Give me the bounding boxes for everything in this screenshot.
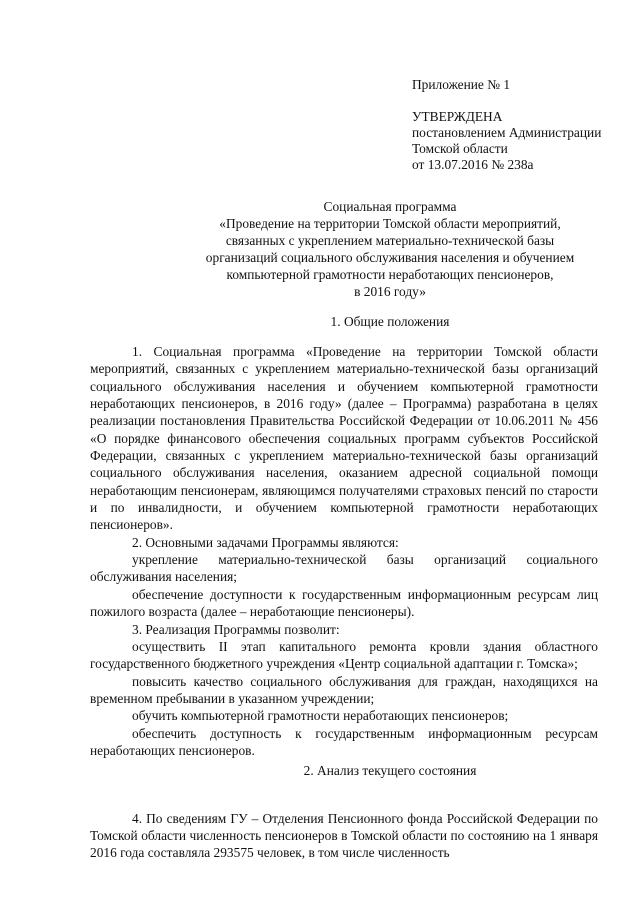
title-line-4: организаций социального обслуживания населения и обучением [205,250,575,265]
approval-line-2: Томской области [412,141,508,156]
section-2-body [90,810,598,861]
section-1-heading: 1. Общие положения [330,314,450,329]
appendix-label: Приложение № 1 [412,77,511,92]
paragraph: обучить компьютерной грамотности неработающих пенсионеров; [132,708,509,724]
title-line-3: связанных с укреплением материально-технической базы [225,233,555,248]
title-line-2: «Проведение на территории Томской области мероприятий, [219,216,561,231]
approved-label: УТВЕРЖДЕНА [412,109,503,124]
title-line-1: Социальная программа [323,199,457,214]
paragraph: 4. По сведениям ГУ – Отделения Пенсионного фонда Российской Федерации по Томской области численность пенсионеров в Томской области по состоянию на 1 января 2016 года составляла 293575 человек, в том числе численность [90,811,598,860]
paragraph: обеспечить доступность к государственным информационным ресурсам неработающих пенсионеров. [90,725,598,758]
approval-line-1: постановлением Администрации [412,125,602,140]
section-1-body [90,343,598,759]
program-title [40,198,640,300]
approval-date: от 13.07.2016 № 238а [412,157,534,172]
paragraph: 2. Основными задачами Программы являются: [132,534,399,550]
title-line-6: в 2016 году» [354,284,426,299]
paragraph: повысить качество социального обслуживания для граждан, находящихся на временном пребывании в указанном учреждении; [90,673,598,706]
section-2-heading: 2. Анализ текущего состояния [303,763,477,778]
approval-block [412,77,601,173]
paragraph: укрепление материально-технической базы организаций социального обслуживания населения; [90,552,598,585]
paragraph: 1. Социальная программа «Проведение на территории Томской области мероприятий, связанных с укреплением материально-технической базы организаций социального обслуживания населения и обучением компьютерной грамотности неработающих пенсионеров, в 2016 году» (далее – Программа) разработана в целях реализации постановления Правительства Российской Федерации от 10.06.2011 № 456 «О порядке финансового обеспечения социальных программ субъектов Российской Федерации, связанных с укреплением материально-технической базы организаций социального обслуживания населения, оказанием адресной социальной помощи неработающим пенсионерам, являющимся получателями страховых пенсий по старости и по инвалидности, и обучением компьютерной грамотности неработающих пенсионеров». [90,344,598,533]
paragraph: обеспечение доступности к государственным информационным ресурсам лиц пожилого возраста (далее – неработающие пенсионеры). [90,586,598,620]
title-line-5: компьютерной грамотности неработающих пенсионеров, [226,267,554,282]
paragraph: осуществить II этап капитального ремонта кровли здания областного государственного бюджетного учреждения «Центр социальной адаптации г. Томска»; [90,638,598,672]
paragraph: 3. Реализация Программы позволит: [132,621,340,637]
